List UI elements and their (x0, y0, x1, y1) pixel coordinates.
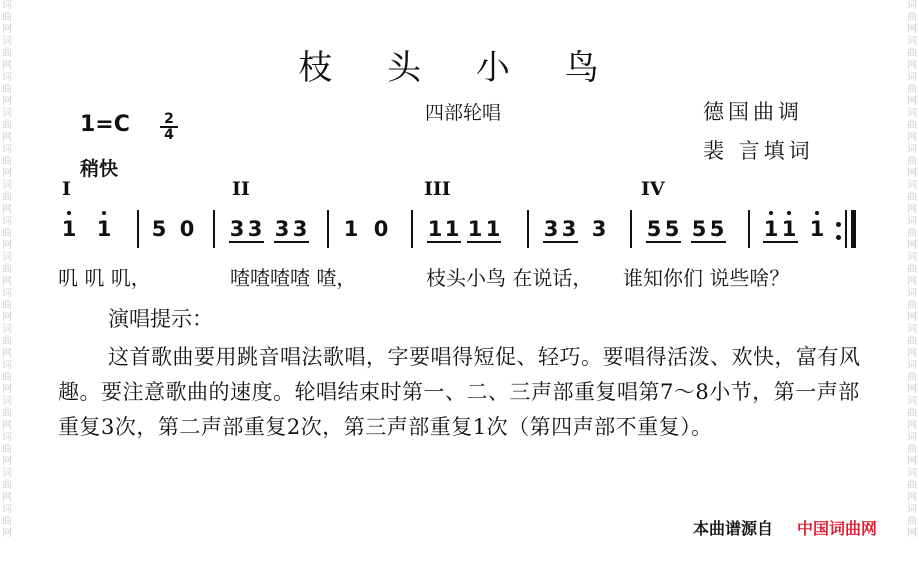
part-label: I (62, 178, 71, 200)
barline (527, 210, 529, 248)
note: 1 (427, 217, 443, 241)
composer-credit: 德国曲调 (703, 100, 803, 124)
high-octave-dot (769, 211, 773, 215)
note: 1 (781, 217, 797, 241)
note: 1 (96, 217, 112, 241)
watermark-right: 词曲网词曲网词曲网词曲网词曲网词曲网词曲网词曲网词曲网词曲网词曲网词曲网词曲网词曲网词曲网 (907, 0, 917, 539)
eighth-beam (229, 241, 264, 243)
key-signature: 1=C (80, 112, 130, 137)
tips-heading: 演唱提示： (108, 307, 213, 331)
note: 1 (343, 217, 359, 241)
lyricist-credit: 裴 言填词 (703, 139, 814, 163)
eighth-beam (691, 241, 726, 243)
barline (845, 210, 847, 248)
part-label: III (424, 178, 451, 200)
page-title: 枝 头 小 鸟 (298, 48, 621, 88)
tips-paragraph: 这首歌曲要用跳音唱法歌唱，字要唱得短促、轻巧。要唱得活泼、欢快，富有风趣。要注意歌曲的速度。轮唱结束时第一、二、三声部重复唱第7～8小节，第一声部重复3次，第二声部重复2次，第三声部重复1次（第四声部不重复）。 (58, 345, 861, 439)
barline (213, 210, 215, 248)
note: 3 (561, 217, 577, 241)
tempo-marking: 稍快 (80, 158, 119, 180)
eighth-beam (427, 241, 461, 243)
repeat-dot (836, 222, 841, 227)
note: 0 (179, 217, 195, 241)
lyric-phrase: 叽 叽 叽， (58, 266, 151, 290)
note: 0 (373, 217, 389, 241)
note: 3 (247, 217, 263, 241)
note: 3 (591, 217, 607, 241)
note: 5 (691, 217, 707, 241)
eighth-beam (467, 241, 501, 243)
final-barline (851, 210, 856, 248)
repeat-dot (836, 235, 841, 240)
time-signature (160, 112, 178, 142)
time-signature-bottom: 4 (164, 127, 174, 143)
note: 5 (646, 217, 662, 241)
source-label: 本曲谱源自 (693, 519, 774, 538)
note: 5 (709, 217, 725, 241)
barline (327, 210, 329, 248)
eighth-beam (543, 241, 578, 243)
part-label: II (232, 178, 250, 200)
note: 3 (543, 217, 559, 241)
barline (630, 210, 632, 248)
source-site-link[interactable]: 中国词曲网 (797, 519, 878, 538)
note: 1 (467, 217, 483, 241)
note: 5 (664, 217, 680, 241)
high-octave-dot (102, 211, 106, 215)
barline (748, 210, 750, 248)
note: 5 (151, 217, 167, 241)
note: 1 (485, 217, 501, 241)
lyric-phrase: 枝头小鸟 在说话， (426, 266, 593, 290)
note: 1 (61, 217, 77, 241)
high-octave-dot (787, 211, 791, 215)
part-label: IV (641, 178, 665, 200)
note: 3 (292, 217, 308, 241)
eighth-beam (274, 241, 309, 243)
time-signature-top: 2 (160, 112, 178, 128)
note: 1 (444, 217, 460, 241)
lyric-phrase: 谁知你们 说些啥？ (623, 266, 790, 290)
eighth-beam (763, 241, 798, 243)
lyric-phrase: 喳喳喳喳 喳， (230, 266, 357, 290)
watermark-left: 词曲网词曲网词曲网词曲网词曲网词曲网词曲网词曲网词曲网词曲网词曲网词曲网词曲网词曲网词曲网 (2, 0, 12, 539)
barline (411, 210, 413, 248)
high-octave-dot (815, 211, 819, 215)
note: 1 (763, 217, 779, 241)
note: 3 (229, 217, 245, 241)
eighth-beam (646, 241, 681, 243)
note: 1 (809, 217, 825, 241)
note: 3 (274, 217, 290, 241)
barline (137, 210, 139, 248)
high-octave-dot (67, 211, 71, 215)
subtitle: 四部轮唱 (425, 102, 502, 124)
